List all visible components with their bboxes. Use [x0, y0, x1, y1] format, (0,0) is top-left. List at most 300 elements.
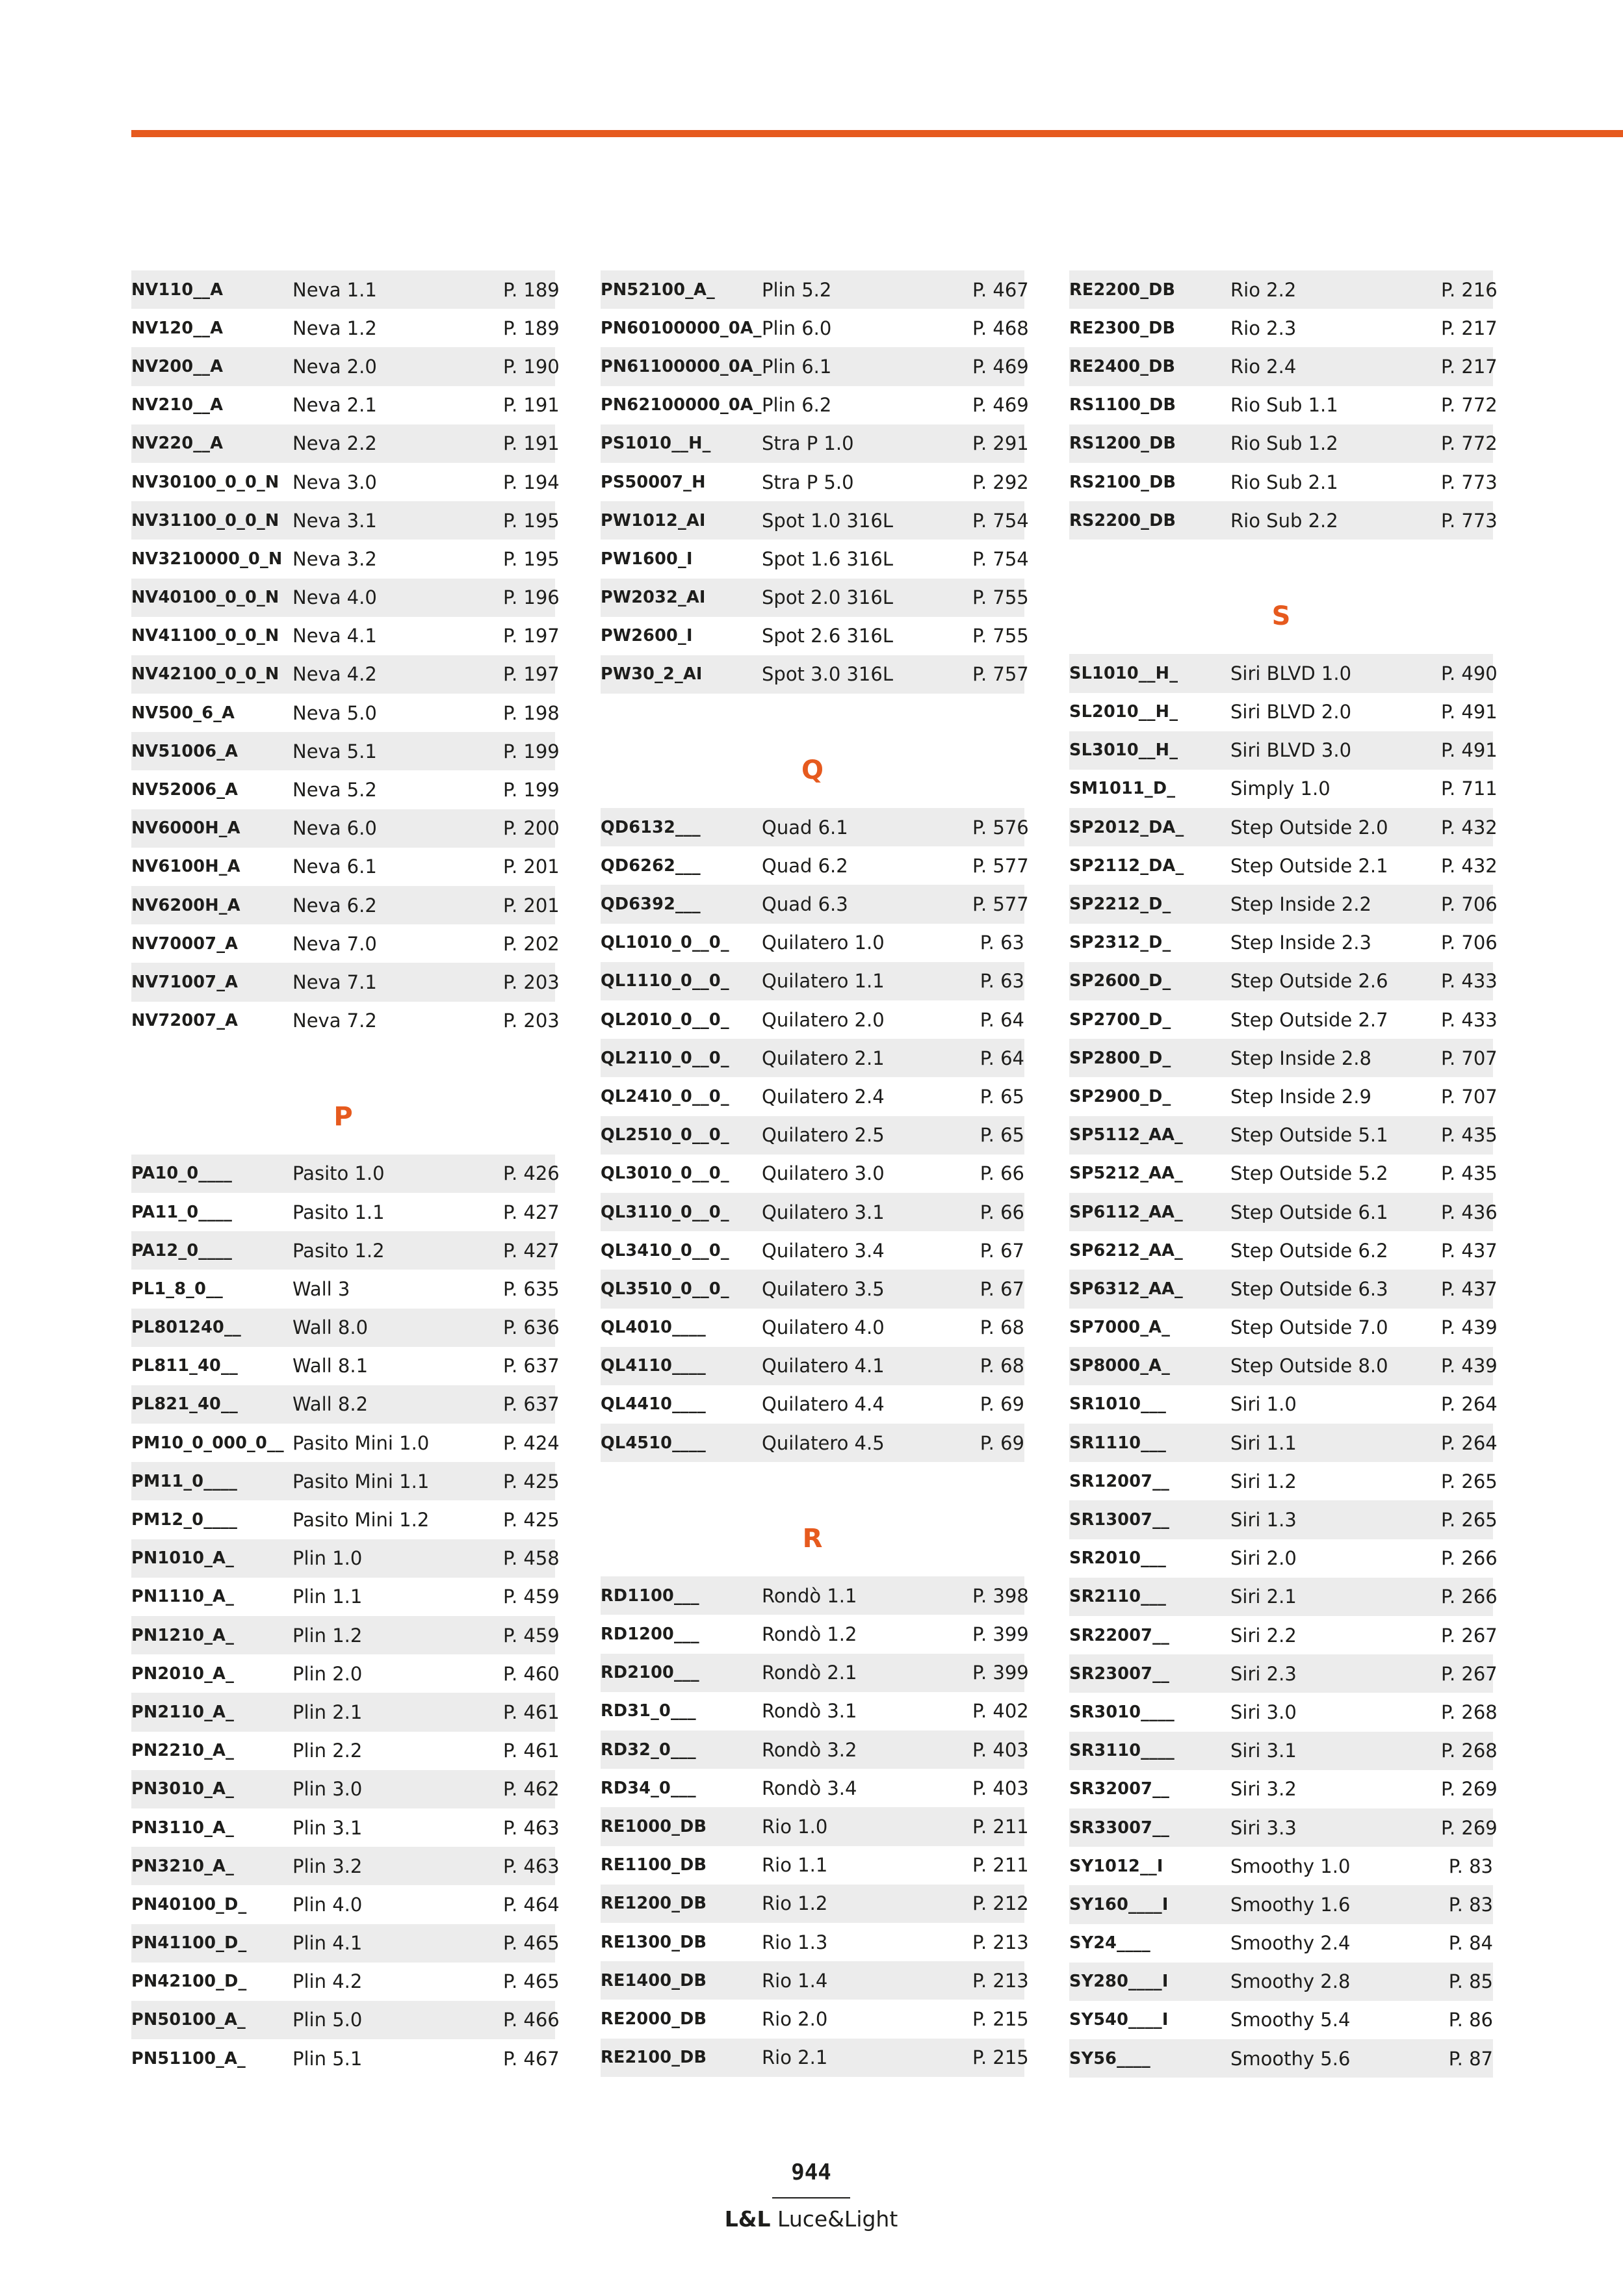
product-code: SP6212_AA_ [1069, 1240, 1183, 1260]
index-row [601, 1615, 1029, 1653]
product-code: NV220__A [131, 434, 224, 454]
page-reference: P. 469 [972, 355, 1029, 378]
product-name: Rio 1.3 [762, 1931, 828, 1953]
index-row [1069, 654, 1498, 692]
product-name: Step Outside 8.0 [1230, 1355, 1388, 1377]
page-reference: P. 189 [503, 278, 560, 301]
product-name: Step Outside 6.2 [1230, 1239, 1388, 1262]
product-code: NV3210000_0_N [131, 549, 283, 569]
product-name: Plin 1.2 [292, 1624, 363, 1647]
index-row [131, 1539, 560, 1578]
page-reference: P. 191 [503, 394, 560, 417]
product-code: PN1110_A_ [131, 1587, 235, 1607]
page-reference: P. 266 [1441, 1547, 1498, 1570]
page-reference: P. 66 [980, 1162, 1024, 1185]
page-reference: P. 711 [1441, 777, 1498, 800]
page-reference: P. 491 [1441, 701, 1498, 724]
page-reference: P. 199 [503, 740, 560, 763]
product-name: Neva 5.0 [292, 701, 377, 724]
page-reference: P. 436 [1441, 1201, 1498, 1223]
product-name: Quad 6.3 [762, 893, 848, 916]
index-row [1069, 846, 1498, 885]
product-name: Neva 7.0 [292, 932, 377, 955]
index-row [1069, 1578, 1498, 1616]
product-name: Smoothy 5.6 [1230, 2047, 1351, 2070]
product-code: PN50100_A_ [131, 2010, 246, 2030]
page-reference: P. 211 [972, 1815, 1029, 1838]
product-code: PN51100_A_ [131, 2048, 246, 2068]
page-reference: P. 439 [1441, 1316, 1498, 1339]
product-code: QL3510_0__0_ [601, 1279, 729, 1299]
page-reference: P. 267 [1441, 1662, 1498, 1685]
index-row [131, 424, 560, 463]
page-reference: P. 199 [503, 779, 560, 802]
product-code: RE2200_DB [1069, 280, 1176, 300]
page-reference: P. 469 [972, 394, 1029, 417]
product-code: SY24____ [1069, 1933, 1150, 1953]
product-name: Quilatero 3.5 [762, 1277, 885, 1300]
index-row [601, 1039, 1024, 1077]
index-row [1069, 1616, 1498, 1654]
page-reference: P. 437 [1441, 1277, 1498, 1300]
page-reference: P. 203 [503, 1010, 560, 1032]
product-name: Step Outside 5.1 [1230, 1124, 1388, 1147]
page-reference: P. 84 [1448, 1932, 1493, 1955]
product-name: Spot 1.0 316L [762, 509, 893, 532]
product-name: Neva 7.1 [292, 971, 377, 993]
product-name: Plin 4.0 [292, 1893, 363, 1916]
page-reference: P. 426 [503, 1162, 560, 1185]
product-name: Siri 1.0 [1230, 1393, 1297, 1416]
product-name: Neva 2.1 [292, 394, 377, 417]
product-code: SR22007__ [1069, 1625, 1170, 1645]
index-section-continued [1069, 270, 1498, 540]
index-row [131, 579, 560, 617]
product-code: SR1110___ [1069, 1433, 1167, 1453]
product-code: NV70007_A [131, 933, 239, 954]
product-code: PN60100000_0A_ [601, 318, 762, 338]
product-code: PW1012_AI [601, 510, 706, 530]
product-name: Pasito Mini 1.1 [292, 1470, 430, 1493]
product-code: SR23007__ [1069, 1663, 1170, 1684]
product-name: Quilatero 3.0 [762, 1162, 885, 1185]
page-reference: P. 195 [503, 509, 560, 532]
product-code: PA10_0____ [131, 1164, 233, 1184]
product-code: NV500_6_A [131, 703, 235, 723]
product-code: NV110__A [131, 280, 224, 300]
page-reference: P. 399 [972, 1623, 1029, 1646]
index-row [1069, 693, 1498, 731]
page-reference: P. 267 [1441, 1624, 1498, 1647]
index-row [131, 1847, 560, 1885]
product-name: Stra P 1.0 [762, 432, 854, 455]
product-name: Plin 1.1 [292, 1585, 363, 1608]
index-row [601, 1116, 1024, 1155]
product-code: SR2110___ [1069, 1587, 1167, 1607]
page-reference: P. 463 [503, 1855, 560, 1877]
page-reference: P. 291 [972, 432, 1029, 455]
index-row [131, 809, 560, 848]
product-code: PN2010_A_ [131, 1663, 235, 1684]
product-code: PW2600_I [601, 626, 693, 646]
product-name: Plin 3.0 [292, 1778, 363, 1801]
index-row [601, 1576, 1029, 1615]
page-reference: P. 402 [972, 1700, 1029, 1723]
index-row [1069, 1500, 1498, 1539]
page-reference: P. 439 [1441, 1355, 1498, 1377]
index-row [131, 1270, 560, 1308]
index-row [1069, 1270, 1498, 1308]
page-reference: P. 212 [972, 1892, 1029, 1915]
index-row [131, 732, 560, 770]
product-name: Step Outside 5.2 [1230, 1162, 1388, 1185]
product-code: PW1600_I [601, 549, 693, 569]
page-reference: P. 432 [1441, 854, 1498, 877]
product-code: SR12007__ [1069, 1471, 1170, 1491]
index-row [1069, 2001, 1493, 2039]
product-name: Quilatero 2.0 [762, 1008, 885, 1031]
product-name: Plin 1.0 [292, 1547, 363, 1570]
index-row [131, 270, 560, 309]
product-name: Rio 2.4 [1230, 355, 1297, 378]
index-row [601, 846, 1029, 885]
product-code: RE1400_DB [601, 1970, 707, 1990]
page-reference: P. 403 [972, 1777, 1029, 1799]
product-code: QL3110_0__0_ [601, 1202, 729, 1222]
index-row [131, 1462, 560, 1500]
page-reference: P. 269 [1441, 1816, 1498, 1839]
product-code: RE2000_DB [601, 2009, 707, 2029]
product-name: Pasito 1.0 [292, 1162, 385, 1185]
page-reference: P. 459 [503, 1585, 560, 1608]
index-row [601, 2000, 1029, 2038]
index-row [601, 1155, 1024, 1193]
product-name: Pasito 1.1 [292, 1201, 385, 1223]
index-row [601, 1424, 1024, 1462]
product-code: RE1100_DB [601, 1855, 707, 1875]
product-name: Rio Sub 2.1 [1230, 471, 1338, 493]
product-code: RD31_0___ [601, 1701, 696, 1721]
page-reference: P. 576 [972, 816, 1029, 839]
product-name: Smoothy 2.4 [1230, 1932, 1351, 1955]
product-code: PM11_0____ [131, 1471, 238, 1491]
product-name: Step Outside 6.1 [1230, 1201, 1388, 1223]
index-row [1069, 1847, 1493, 1885]
product-code: PN61100000_0A_ [601, 356, 762, 376]
product-name: Step Outside 2.6 [1230, 970, 1388, 993]
page-reference: P. 198 [503, 701, 560, 724]
product-code: SY56____ [1069, 2048, 1150, 2068]
index-row [131, 1424, 560, 1462]
index-row [1069, 1231, 1498, 1270]
product-name: Quilatero 1.0 [762, 932, 885, 954]
page-reference: P. 432 [1441, 816, 1498, 839]
index-row [131, 1693, 560, 1731]
product-code: NV71007_A [131, 972, 239, 992]
product-code: QL2510_0__0_ [601, 1125, 729, 1145]
index-row [601, 1807, 1029, 1846]
index-row [1069, 1963, 1493, 2001]
page-reference: P. 265 [1441, 1509, 1498, 1532]
product-code: PN2110_A_ [131, 1702, 235, 1722]
product-name: Step Outside 2.1 [1230, 854, 1388, 877]
page-reference: P. 268 [1441, 1701, 1498, 1723]
index-row [131, 1808, 560, 1847]
product-code: SL1010__H_ [1069, 663, 1178, 683]
product-name: Siri 2.1 [1230, 1585, 1297, 1608]
page-reference: P. 637 [503, 1355, 560, 1377]
index-row [601, 885, 1029, 923]
index-section-s [1069, 579, 1498, 2078]
product-code: RE1200_DB [601, 1894, 707, 1914]
page-reference: P. 425 [503, 1509, 560, 1532]
page-reference: P. 197 [503, 625, 560, 647]
page-reference: P. 458 [503, 1547, 560, 1570]
index-row [601, 1193, 1024, 1231]
product-code: SP2212_D_ [1069, 894, 1171, 915]
product-code: RE2100_DB [601, 2048, 707, 2068]
index-row [601, 463, 1029, 501]
index-row [131, 1231, 560, 1270]
product-name: Quilatero 4.5 [762, 1431, 885, 1454]
index-row [131, 848, 560, 886]
product-name: Quilatero 2.5 [762, 1124, 885, 1147]
index-row [601, 309, 1029, 347]
product-name: Wall 8.2 [292, 1393, 369, 1416]
page-reference: P. 463 [503, 1816, 560, 1839]
product-code: QL4510____ [601, 1433, 706, 1453]
index-row [601, 1000, 1024, 1039]
product-code: SR13007__ [1069, 1510, 1170, 1530]
product-code: PW30_2_AI [601, 664, 703, 685]
index-row [131, 2039, 560, 2078]
index-row [1069, 1347, 1498, 1385]
product-name: Quilatero 3.1 [762, 1201, 885, 1223]
product-code: NV72007_A [131, 1011, 239, 1031]
index-row [1069, 1654, 1498, 1693]
product-name: Quilatero 2.4 [762, 1085, 885, 1108]
page-reference: P. 67 [980, 1277, 1024, 1300]
page-reference: P. 63 [980, 970, 1024, 993]
product-code: QL2010_0__0_ [601, 1010, 729, 1030]
page-reference: P. 215 [972, 2007, 1029, 2030]
product-code: QL4110____ [601, 1356, 706, 1376]
product-name: Rio 1.1 [762, 1854, 828, 1877]
product-code: RE2400_DB [1069, 356, 1176, 376]
product-name: Stra P 5.0 [762, 471, 854, 493]
index-row [131, 309, 560, 347]
index-row [1069, 1808, 1498, 1847]
index-row [1069, 1770, 1498, 1808]
index-row [131, 501, 560, 540]
product-name: Quilatero 4.0 [762, 1316, 885, 1339]
page-reference: P. 86 [1448, 2009, 1493, 2031]
product-name: Step Outside 6.3 [1230, 1277, 1388, 1300]
page-reference: P. 216 [1441, 278, 1498, 301]
product-code: RD34_0___ [601, 1778, 696, 1798]
index-row [1069, 770, 1498, 808]
product-code: NV31100_0_0_N [131, 510, 279, 530]
product-code: RD2100___ [601, 1663, 699, 1683]
page-reference: P. 201 [503, 855, 560, 878]
index-row [1069, 962, 1498, 1000]
index-row [601, 540, 1029, 578]
index-row [131, 1963, 560, 2001]
product-code: SR33007__ [1069, 1818, 1170, 1838]
page-reference: P. 69 [980, 1393, 1024, 1416]
index-row [131, 770, 560, 809]
product-code: NV52006_A [131, 780, 239, 800]
product-name: Neva 6.0 [292, 817, 377, 840]
product-code: SR1010___ [1069, 1394, 1167, 1415]
product-name: Siri 1.2 [1230, 1470, 1297, 1493]
section-letter-heading: Q [801, 755, 824, 786]
product-code: SY160____I [1069, 1894, 1169, 1914]
product-code: QL1110_0__0_ [601, 971, 729, 991]
page-reference: P. 268 [1441, 1740, 1498, 1762]
product-code: PW2032_AI [601, 588, 706, 608]
product-code: SR3110____ [1069, 1741, 1175, 1761]
product-name: Siri 2.2 [1230, 1624, 1297, 1647]
index-row [601, 2039, 1029, 2077]
page-reference: P. 217 [1441, 317, 1498, 339]
index-column-3 [1069, 270, 1498, 2078]
page-reference: P. 467 [972, 278, 1029, 301]
page-reference: P. 211 [972, 1854, 1029, 1877]
product-code: PN40100_D_ [131, 1894, 247, 1914]
page-reference: P. 189 [503, 317, 560, 339]
index-row [1069, 1309, 1498, 1347]
product-name: Plin 5.1 [292, 2047, 363, 2070]
page-reference: P. 635 [503, 1277, 560, 1300]
product-code: NV6000H_A [131, 818, 240, 839]
page-reference: P. 65 [980, 1085, 1024, 1108]
product-name: Siri 3.2 [1230, 1778, 1297, 1801]
section-letter-heading: R [802, 1524, 823, 1554]
product-code: PM12_0____ [131, 1510, 238, 1530]
product-code: SP5212_AA_ [1069, 1164, 1183, 1184]
product-code: QD6132___ [601, 817, 701, 837]
index-row [1069, 1924, 1493, 1963]
index-row [1069, 463, 1498, 501]
product-code: PN42100_D_ [131, 1972, 247, 1992]
index-row [1069, 270, 1498, 309]
index-row [131, 1924, 560, 1963]
index-row [131, 1309, 560, 1347]
page-reference: P. 197 [503, 663, 560, 686]
page-reference: P. 772 [1441, 394, 1498, 417]
index-row [601, 1730, 1029, 1769]
index-row [601, 1885, 1029, 1923]
index-row [131, 886, 560, 924]
product-name: Rio 2.2 [1230, 278, 1297, 301]
index-row [1069, 309, 1498, 347]
index-row [601, 1309, 1024, 1347]
product-code: PN3210_A_ [131, 1856, 235, 1876]
product-code: NV6200H_A [131, 895, 240, 915]
product-name: Neva 5.1 [292, 740, 377, 763]
index-column-2 [601, 270, 1029, 2077]
product-name: Quad 6.2 [762, 854, 848, 877]
product-code: RS1200_DB [1069, 434, 1176, 454]
product-name: Plin 5.0 [292, 2009, 363, 2031]
brand-footer [714, 2206, 909, 2232]
index-row [1069, 2039, 1493, 2078]
section-letter-heading: P [333, 1101, 353, 1132]
product-code: SP2012_DA_ [1069, 817, 1184, 837]
section-letter-heading: S [1271, 601, 1291, 632]
index-row [601, 347, 1029, 385]
product-code: NV210__A [131, 395, 224, 415]
index-row [131, 1732, 560, 1770]
product-code: SP8000_A_ [1069, 1356, 1171, 1376]
product-code: PN1010_A_ [131, 1548, 235, 1569]
index-row [1069, 1155, 1498, 1193]
page-reference: P. 194 [503, 471, 560, 493]
product-name: Neva 6.1 [292, 855, 377, 878]
footer-divider [772, 2197, 850, 2198]
product-name: Plin 2.0 [292, 1662, 363, 1685]
page-reference: P. 577 [972, 854, 1029, 877]
index-row [1069, 731, 1498, 770]
product-code: SY1012__I [1069, 1856, 1163, 1876]
product-code: QL2410_0__0_ [601, 1086, 729, 1106]
index-row [601, 1769, 1029, 1807]
index-row [601, 386, 1029, 424]
page-reference: P. 63 [980, 932, 1024, 954]
page-reference: P. 433 [1441, 970, 1498, 993]
product-name: Step Inside 2.3 [1230, 932, 1371, 954]
product-name: Step Outside 7.0 [1230, 1316, 1388, 1339]
product-code: SR32007__ [1069, 1779, 1170, 1799]
product-name: Neva 3.1 [292, 509, 377, 532]
index-row [1069, 924, 1498, 962]
product-name: Rio Sub 1.1 [1230, 394, 1338, 417]
index-row [601, 1385, 1024, 1424]
product-name: Step Inside 2.2 [1230, 893, 1371, 916]
product-name: Step Inside 2.8 [1230, 1047, 1371, 1069]
product-code: SP6112_AA_ [1069, 1202, 1183, 1222]
product-code: SL3010__H_ [1069, 740, 1178, 761]
product-name: Rondò 1.1 [762, 1584, 857, 1607]
product-name: Plin 3.1 [292, 1816, 363, 1839]
page-reference: P. 465 [503, 1932, 560, 1955]
page-reference: P. 264 [1441, 1393, 1498, 1416]
page-reference: P. 213 [972, 1969, 1029, 1992]
index-row [601, 1692, 1029, 1730]
index-row [601, 1961, 1029, 2000]
index-row [1069, 347, 1498, 385]
product-code: PA11_0____ [131, 1202, 233, 1222]
product-name: Siri BLVD 1.0 [1230, 662, 1352, 685]
page-reference: P. 398 [972, 1584, 1029, 1607]
page-reference: P. 465 [503, 1970, 560, 1993]
product-code: RE1000_DB [601, 1816, 707, 1836]
index-row [1069, 1039, 1498, 1077]
index-row [131, 540, 560, 578]
index-row [1069, 1693, 1498, 1731]
product-name: Plin 6.2 [762, 394, 832, 417]
product-name: Siri BLVD 2.0 [1230, 701, 1352, 724]
product-name: Rondò 1.2 [762, 1623, 857, 1646]
index-row [601, 1923, 1029, 1961]
product-code: PL811_40__ [131, 1356, 238, 1376]
product-name: Rondò 3.4 [762, 1777, 857, 1799]
page-reference: P. 427 [503, 1239, 560, 1262]
product-name: Step Inside 2.9 [1230, 1085, 1371, 1108]
index-section-p [131, 1079, 560, 2078]
page-reference: P. 87 [1448, 2047, 1493, 2070]
